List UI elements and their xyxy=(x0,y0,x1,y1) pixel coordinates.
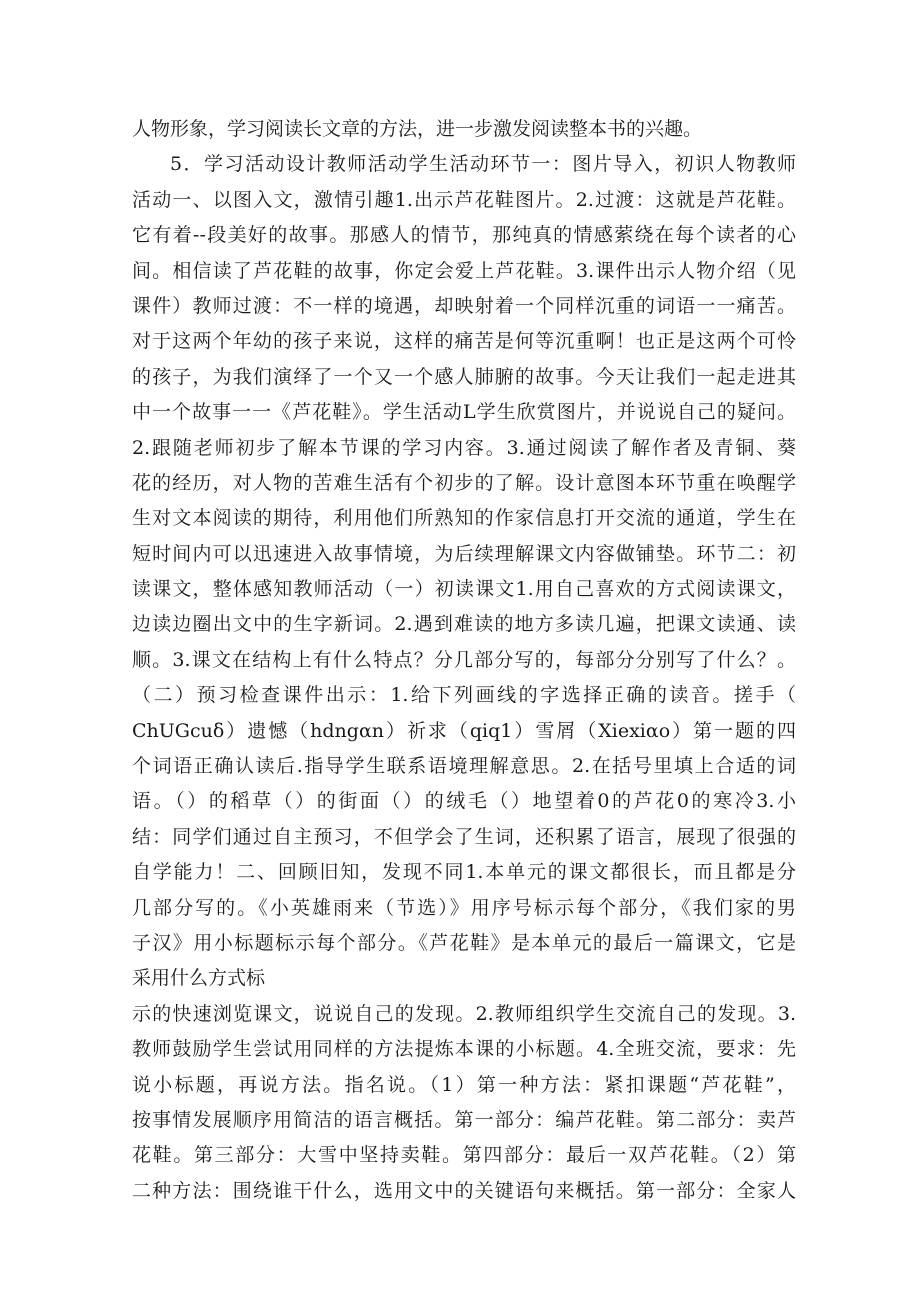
text-line: 它有着--段美好的故事。那感人的情节，那纯真的情感萦绕在每个读者的心 xyxy=(132,224,796,247)
text-line: 的孩子，为我们演绎了一个又一个感人肺腑的故事。今天让我们一起走进其 xyxy=(132,365,796,388)
text-line: 花的经历，对人物的苦难生活有个初步的了解。设计意图本环节重在唤醒学 xyxy=(132,471,796,494)
text-line: 语。（）的稻草（）的街面（）的绒毛（）地望着0的芦花0的寒冷3.小 xyxy=(132,790,796,813)
text-line: 按事情发展顺序用简洁的语言概括。第一部分：编芦花鞋。第二部分：卖芦 xyxy=(132,1108,796,1131)
text-line: 示的快速浏览课文，说说自己的发现。2.教师组织学生交流自己的发现。3. xyxy=(132,1002,796,1025)
text-line: 间。相信读了芦花鞋的故事，你定会爱上芦花鞋。3.课件出示人物介绍（见 xyxy=(132,259,796,282)
text-line: 读课文，整体感知教师活动（一）初读课文1.用自己喜欢的方式阅读课文， xyxy=(132,578,796,601)
text-line: 几部分写的。《小英雄雨来（节选）》用序号标示每个部分，《我们家的男 xyxy=(132,896,796,919)
text-line: 活动一、以图入文，激情引趣1.出示芦花鞋图片。2.过渡：这就是芦花鞋。 xyxy=(132,188,796,211)
text-line: 生对文本阅读的期待，利用他们所熟知的作家信息打开交流的通道，学生在 xyxy=(132,507,796,530)
text-line: 教师鼓励学生尝试用同样的方法提炼本课的小标题。4.全班交流，要求：先 xyxy=(132,1038,796,1061)
text-line: 个词语正确认读后.指导学生联系语境理解意思。2.在括号里填上合适的词 xyxy=(132,755,796,778)
text-line: 边读边圈出文中的生字新词。2.遇到难读的地方多读几遍，把课文读通、读 xyxy=(132,613,796,636)
text-line: 自学能力！二、回顾旧知，发现不同1.本单元的课文都很长，而且都是分 xyxy=(132,861,796,884)
body-text xyxy=(132,112,796,1209)
text-line: 花鞋。第三部分：大雪中坚持卖鞋。第四部分：最后一双芦花鞋。（2）第 xyxy=(132,1144,796,1167)
text-line: ChUGcuδ）遗憾（hdngαn）祈求（qiq1）雪屑（Xiexiαo）第一题的四 xyxy=(132,719,796,742)
text-line: 短时间内可以迅速进入故事情境，为后续理解课文内容做铺垫。环节二：初 xyxy=(132,542,796,565)
text-line: 结：同学们通过自主预习，不但学会了生词，还积累了语言，展现了很强的 xyxy=(132,825,796,848)
text-line: 人物形象，学习阅读长文章的方法，进一步激发阅读整本书的兴趣。 xyxy=(132,118,703,140)
text-line: 子汉》用小标题标示每个部分。《芦花鞋》是本单元的最后一篇课文，它是 xyxy=(132,931,796,954)
text-line: 中一个故事一一《芦花鞋》。学生活动L学生欣赏图片，并说说自己的疑问。 xyxy=(132,401,796,424)
text-line: 说小标题，再说方法。指名说。（1）第一种方法：紧扣课题“芦花鞋”， xyxy=(132,1073,796,1096)
text-line: 课件）教师过渡：不一样的境遇，却映射着一个同样沉重的词语一一痛苦。 xyxy=(132,294,796,317)
text-line: （二）预习检查课件出示：1.给下列画线的字选择正确的读音。搓手（ xyxy=(132,684,796,707)
text-line: 2.跟随老师初步了解本节课的学习内容。3.通过阅读了解作者及青铜、葵 xyxy=(132,436,796,459)
text-line: 采用什么方式标 xyxy=(132,967,266,990)
text-line: 5．学习活动设计教师活动学生活动环节一：图片导入，初识人物教师 xyxy=(170,153,796,176)
text-line: 对于这两个年幼的孩子来说，这样的痛苦是何等沉重啊！也正是这两个可怜 xyxy=(132,330,796,353)
text-line: 二种方法：围绕谁干什么，选用文中的关键语句来概括。第一部分：全家人 xyxy=(132,1179,796,1202)
text-line: 顺。3.课文在结构上有什么特点？分几部分写的，每部分分别写了什么？。 xyxy=(132,648,796,671)
